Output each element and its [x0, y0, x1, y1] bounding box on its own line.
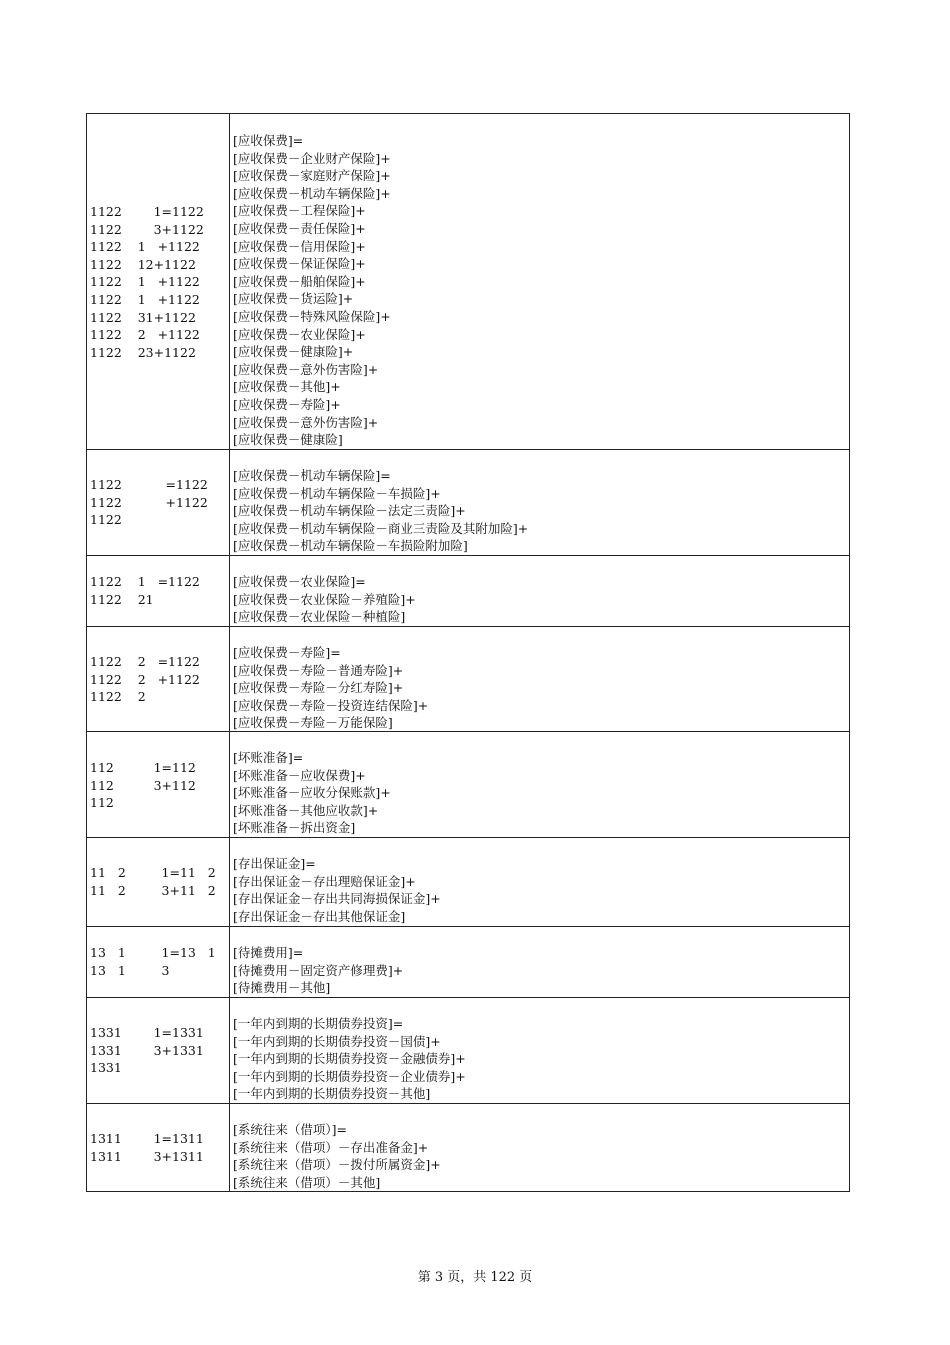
formula-line: [应收保费－机动车辆保险]+ [233, 185, 391, 201]
account-code-line: 1122 +1122 [90, 494, 208, 510]
formula-line: [存出保证金]= [233, 856, 316, 871]
account-code-line: 112 1=112 [90, 760, 196, 775]
formula-line: [待摊费用]= [233, 945, 304, 960]
formula-line: [应收保费－农业保险－养殖险]+ [233, 591, 416, 607]
account-code-line: 1122 12+1122 [90, 256, 196, 272]
formula-block-bond-investment [87, 998, 849, 1104]
formula-line: [一年内到期的长期债券投资－其他] [233, 1086, 431, 1102]
column-divider [229, 838, 230, 926]
formula-line: [应收保费－寿险－分红寿险]+ [233, 680, 404, 696]
formula-line: [应收保费－特殊风险保险]+ [233, 308, 391, 324]
formula-line: [应收保费－家庭财产保险]+ [233, 168, 391, 184]
formula-line: [应收保费]= [233, 133, 304, 148]
account-code-line: 1122 21 [90, 591, 154, 607]
column-divider [229, 556, 230, 626]
account-code-line: 1122 [90, 512, 122, 528]
account-code-line: 13 1 3 [90, 962, 170, 978]
column-divider [229, 927, 230, 997]
account-code-line: 11 2 3+11 2 [90, 882, 216, 898]
account-code-line: 13 1 1=13 1 [90, 945, 216, 960]
account-code-line: 112 [90, 795, 114, 811]
account-code-line: 1122 2 +1122 [90, 327, 200, 343]
formula-block-prepaid-expense [87, 927, 849, 998]
formula-line: [应收保费－其他]+ [233, 379, 341, 395]
formula-block-agriculture [87, 556, 849, 627]
formula-line: [待摊费用－固定资产修理费]+ [233, 962, 404, 978]
formula-line: [一年内到期的长期债券投资－金融债券]+ [233, 1051, 466, 1067]
column-divider [229, 114, 230, 449]
formula-block-motor-vehicle [87, 450, 849, 556]
formula-line: [坏账准备－应收保费]+ [233, 767, 366, 783]
formula-line: [应收保费－农业保险]= [233, 574, 366, 589]
account-code-line: 1331 [90, 1060, 122, 1076]
account-code-column [90, 203, 228, 361]
account-code-column [90, 759, 228, 812]
formula-line: [系统往来（借项）－拨付所属资金]+ [233, 1157, 441, 1173]
formula-line: [坏账准备－拆出资金] [233, 820, 356, 836]
formula-line: [应收保费－寿险－普通寿险]+ [233, 662, 404, 678]
account-code-column [90, 573, 228, 608]
formula-line: [系统往来（借项）－存出准备金]+ [233, 1139, 429, 1155]
account-code-line: 1331 1=1331 [90, 1025, 204, 1040]
account-code-column [90, 864, 228, 899]
account-code-column [90, 944, 228, 979]
account-code-line: 1311 1=1311 [90, 1131, 204, 1146]
account-code-column [90, 653, 228, 706]
account-code-line: 1122 1=1122 [90, 204, 204, 219]
formula-line: [应收保费－船舶保险]+ [233, 273, 366, 289]
account-code-column [90, 476, 228, 529]
formula-block-life-insurance [87, 627, 849, 732]
account-code-line: 11 2 1=11 2 [90, 865, 216, 880]
formula-block-receivable-premium [87, 114, 849, 450]
formula-line: [应收保费－工程保险]+ [233, 203, 366, 219]
formula-line: [待摊费用－其他] [233, 980, 331, 996]
column-divider [229, 1104, 230, 1191]
formula-column [233, 1015, 845, 1103]
formula-column [233, 944, 845, 997]
page-number-footer: 第 3 页，共 122 页 [417, 1270, 533, 1285]
column-divider [229, 998, 230, 1103]
formula-column [233, 1121, 845, 1191]
formula-block-bad-debt [87, 732, 849, 838]
formula-line: [应收保费－寿险－万能保险] [233, 715, 393, 731]
formula-line: [应收保费－农业保险－种植险] [233, 609, 406, 625]
account-code-line: 1122 1 +1122 [90, 239, 200, 255]
formula-line: [坏账准备－应收分保账款]+ [233, 785, 391, 801]
column-divider [229, 732, 230, 837]
formula-line: [应收保费－机动车辆保险－车损险附加险] [233, 538, 468, 554]
formula-line: [应收保费－机动车辆保险－车损险]+ [233, 485, 441, 501]
formula-line: [坏账准备－其他应收款]+ [233, 802, 379, 818]
formula-block-system-transfer [87, 1104, 849, 1192]
formula-column [233, 573, 845, 626]
formula-line: [一年内到期的长期债券投资－国债]+ [233, 1033, 441, 1049]
formula-line: [应收保费－货运险]+ [233, 291, 354, 307]
formula-column [233, 749, 845, 837]
account-code-line: 1122 =1122 [90, 477, 208, 492]
formula-line: [应收保费－责任保险]+ [233, 220, 366, 236]
column-divider [229, 627, 230, 731]
account-code-line: 1122 1 =1122 [90, 574, 200, 589]
formula-column [233, 132, 845, 449]
formula-line: [应收保费－信用保险]+ [233, 238, 366, 254]
formula-line: [坏账准备]= [233, 750, 304, 765]
formula-line: [应收保费－机动车辆保险]= [233, 468, 391, 483]
formula-line: [应收保费－健康险]+ [233, 344, 354, 360]
formula-line: [应收保费－农业保险]+ [233, 326, 366, 342]
formula-line: [应收保费－企业财产保险]+ [233, 150, 391, 166]
formula-line: [一年内到期的长期债券投资－企业债券]+ [233, 1068, 466, 1084]
account-code-line: 1331 3+1331 [90, 1042, 204, 1058]
formula-column [233, 855, 845, 925]
account-code-line: 1122 2 [90, 689, 146, 705]
formula-column [233, 644, 845, 732]
formula-column [233, 467, 845, 555]
formula-line: [应收保费－健康险] [233, 432, 343, 448]
formula-line: [系统往来（借项）]= [233, 1122, 347, 1137]
column-divider [229, 450, 230, 555]
account-code-line: 1122 2 +1122 [90, 671, 200, 687]
account-code-line: 1122 23+1122 [90, 344, 196, 360]
account-code-line: 1122 3+1122 [90, 221, 204, 237]
account-code-column [90, 1130, 228, 1165]
formula-line: [应收保费－保证保险]+ [233, 256, 366, 272]
formula-line: [应收保费－寿险]+ [233, 396, 341, 412]
formula-line: [应收保费－意外伤害险]+ [233, 414, 379, 430]
formula-line: [存出保证金－存出其他保证金] [233, 908, 406, 924]
formula-line: [应收保费－寿险－投资连结保险]+ [233, 697, 429, 713]
account-code-line: 1122 31+1122 [90, 309, 196, 325]
formula-block-deposit-guarantee [87, 838, 849, 927]
account-code-line: 1122 1 +1122 [90, 291, 200, 307]
formula-line: [应收保费－意外伤害险]+ [233, 361, 379, 377]
account-code-line: 1122 2 =1122 [90, 654, 200, 669]
account-code-line: 1122 1 +1122 [90, 274, 200, 290]
account-code-column [90, 1024, 228, 1077]
formula-line: [存出保证金－存出共同海损保证金]+ [233, 891, 441, 907]
formula-table [86, 113, 850, 1192]
formula-line: [应收保费－机动车辆保险－法定三责险]+ [233, 503, 466, 519]
formula-line: [存出保证金－存出理赔保证金]+ [233, 873, 416, 889]
account-code-line: 1311 3+1311 [90, 1148, 204, 1164]
formula-line: [系统往来（借项）－其他] [233, 1174, 381, 1190]
formula-line: [应收保费－寿险]= [233, 645, 341, 660]
formula-line: [应收保费－机动车辆保险－商业三责险及其附加险]+ [233, 520, 529, 536]
formula-line: [一年内到期的长期债券投资]= [233, 1016, 404, 1031]
account-code-line: 112 3+112 [90, 777, 196, 793]
